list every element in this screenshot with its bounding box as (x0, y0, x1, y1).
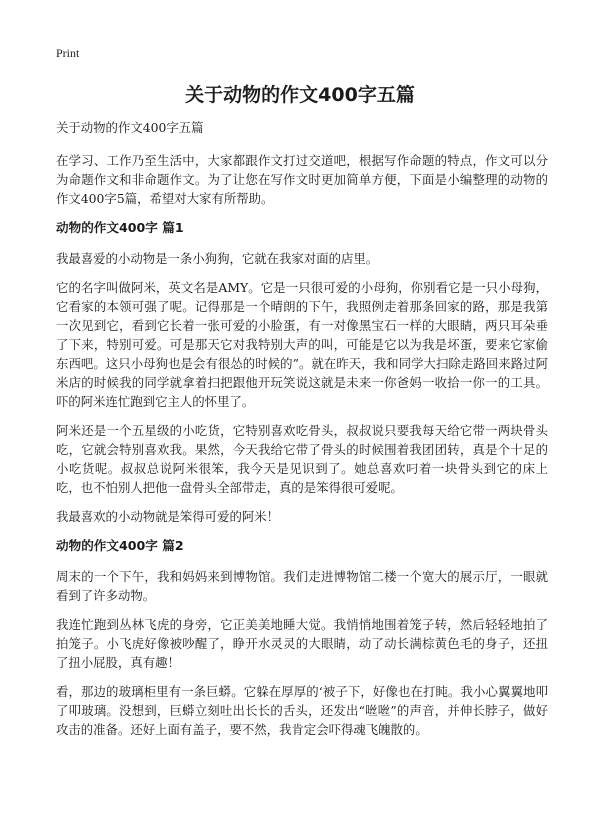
paragraph: 周末的一个下午，我和妈妈来到博物馆。我们走进博物馆二楼一个宽大的展示厅，一眼就看到了许多动物。 (56, 569, 548, 603)
page-title: 关于动物的作文400字五篇 (185, 84, 415, 106)
intro-paragraph: 在学习、工作乃至生活中，大家都跟作文打过交道吧，根据写作命题的特点，作文可以分为命题作文和非命题作文。为了让您在写作文时更加简单方便，下面是小编整理的动物的作文400字5篇，希望对大家有所帮助。 (56, 153, 548, 206)
paragraph: 我连忙跑到丛林飞虎的身旁，它正美美地睡大觉。我悄悄地围着笼子转，然后轻轻地拍了拍笼子。小飞虎好像被吵醒了，睁开水灵灵的大眼睛，动了动长满棕黄色毛的身子，还扭了扭小屁股，真有趣！ (56, 617, 548, 670)
section-heading-1: 动物的作文400字 篇1 (56, 220, 184, 235)
paragraph: 它的名字叫做阿米，英文名是AMY。它是一只很可爱的小母狗，你别看它是一只小母狗，它看家的本领可强了呢。记得那是一个晴朗的下午，我照例走着那条回家的路，那是我第一次见到它，看到它长着一张可爱的小脸蛋，有一对像黑宝石一样的大眼睛，两只耳朵垂了下来，特别可爱。可是那天它对我特别大声的叫，可能是它以为我是坏蛋，要来它家偷东西吧。这只小母狗也是会有很怂的时候的”。就在昨天，我和同学大扫除走路回来路过阿米店的时候我的同学就拿着扫把跟他开玩笑说这就是未来一你爸妈一收拾一你一的工具。吓的阿米连忙跑到它主人的怀里了。 (56, 280, 548, 409)
article-body (56, 118, 548, 749)
paragraph: 阿米还是一个五星级的小吃货，它特别喜欢吃骨头，叔叔说只要我每天给它带一两块骨头吃，它就会特别喜欢我。果然，今天我给它带了骨头的时候围着我团团转，真是个十足的小吃货呢。叔叔总说阿米很笨，我今天是见识到了。她总喜欢叼着一块骨头到它的床上吃，也不怕别人把他一盘骨头全部带走，真的是笨得很可爱呢。 (56, 423, 548, 495)
paragraph: 我最喜欢的小动物就是笨得可爱的阿米！ (56, 509, 280, 524)
paragraph: 我最喜爱的小动物是一条小狗狗，它就在我家对面的店里。 (56, 251, 379, 266)
article-subtitle: 关于动物的作文400字五篇 (56, 120, 204, 135)
print-link[interactable]: Print (56, 46, 80, 60)
section-heading-2: 动物的作文400字 篇2 (56, 538, 184, 553)
paragraph: 看，那边的玻璃柜里有一条巨蟒。它躲在厚厚的‘被子下，好像也在打盹。我小心翼翼地叩了叩玻璃。没想到，巨蟒立刻吐出长长的舌头，还发出“咝咝”的声音，并伸长脖子，做好攻击的准备。还好上面有盖子，要不然，我肯定会吓得魂飞魄散的。 (56, 684, 548, 737)
